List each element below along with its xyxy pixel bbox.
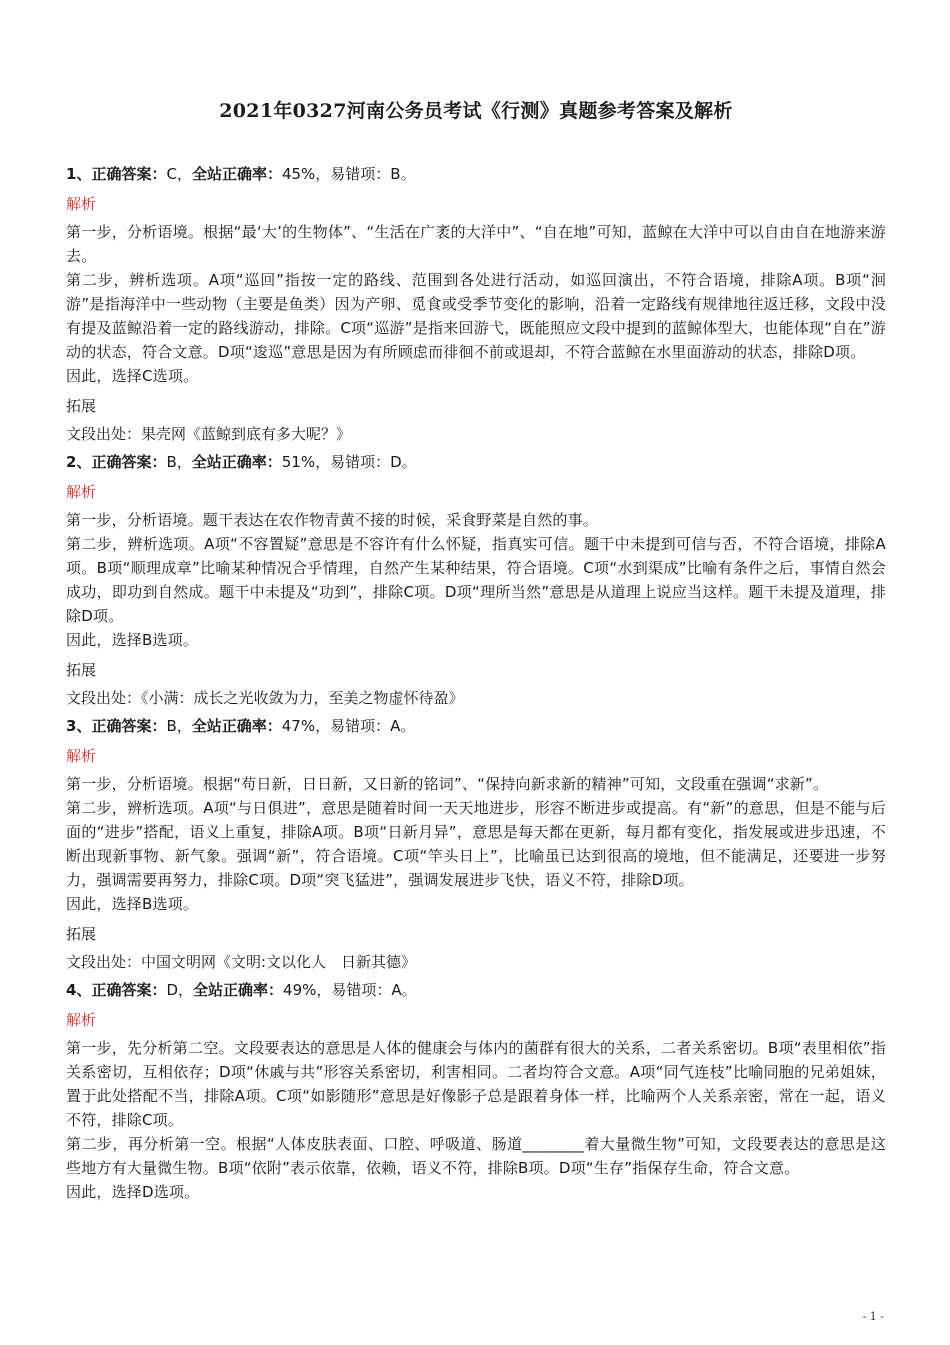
question-2 bbox=[66, 450, 886, 710]
accuracy-label: 全站正确率： bbox=[191, 717, 282, 735]
analysis-conclusion: 因此，选择B选项。 bbox=[66, 895, 199, 913]
question-number: 3、 bbox=[66, 717, 92, 735]
answer-line bbox=[66, 450, 886, 474]
accuracy-label: 全站正确率： bbox=[193, 981, 284, 999]
accuracy-label: 全站正确率： bbox=[191, 165, 282, 183]
analysis-paragraph: 第二步，辨析选项。A项“不容置疑”意思是不容许有什么怀疑，指真实可信。题干中未提到可信与否，不符合语境，排除A项。B项“顺理成章”比喻某种情况合乎情理，自然产生某种结果，符合语境。C项“水到渠成”比喻有条件之后，事情自然会成功，即功到自然成。题干中未提及“功到”，排除C项。D项“理所当然”意思是从道理上说应当这样。题干未提及道理，排除D项。 bbox=[66, 535, 886, 625]
analysis-paragraph: 第一步，分析语境。根据“最‘大’的生物体”、“生活在广袤的大洋中”、“自在地”可知，蓝鲸在大洋中可以自由自在地游来游去。 bbox=[66, 223, 886, 265]
analysis-paragraph: 第二步，再分析第一空。根据“人体皮肤表面、口腔、呼吸道、肠道________着大量微生物”可知，文段要表达的意思是这些地方有大量微生物。B项“依附”表示依靠，依赖，语义不符，排除B项。D项“生存”指保存生命，符合文意。 bbox=[66, 1135, 886, 1177]
extension-label: 拓展 bbox=[66, 925, 97, 943]
correct-answer-label: 正确答案： bbox=[91, 165, 167, 183]
analysis-paragraph: 第一步，分析语境。题干表达在农作物青黄不接的时候，采食野菜是自然的事。 bbox=[66, 511, 599, 529]
analysis-label: 解析 bbox=[66, 195, 97, 213]
extension-label: 拓展 bbox=[66, 397, 97, 415]
source-text: 文段出处：中国文明网《文明:文以化人 日新其德》 bbox=[66, 953, 417, 971]
analysis-paragraph: 第二步，辨析选项。A项“巡回”指按一定的路线、范围到各处进行活动，如巡回演出，不符合语境，排除A项。B项“洄游”是指海洋中一些动物（主要是鱼类）因为产卵、觅食或受季节变化的影响，沿着一定路线有规律地往返迁移，文段中没有提及蓝鲸沿着一定的路线游动，排除。C项“巡游”是指来回游弋，既能照应文段中提到的蓝鲸体型大，也能体现“自在”游动的状态，符合文意。D项“逡巡”意思是因为有所顾虑而徘徊不前或退却，不符合蓝鲸在水里面游动的状态，排除D项。 bbox=[66, 271, 886, 361]
correct-answer-value: D， bbox=[166, 981, 194, 999]
correct-answer-value: B， bbox=[166, 717, 192, 735]
analysis-label: 解析 bbox=[66, 1011, 97, 1029]
answer-line bbox=[66, 162, 886, 186]
question-3 bbox=[66, 714, 886, 974]
correct-answer-value: B， bbox=[166, 453, 192, 471]
correct-answer-label: 正确答案： bbox=[91, 981, 167, 999]
answer-line bbox=[66, 978, 886, 1002]
correct-answer-value: C， bbox=[166, 165, 192, 183]
analysis-paragraph: 第二步，辨析选项。A项“与日俱进”，意思是随着时间一天天地进步，形容不断进步或提高。有“新”的意思，但是不能与后面的“进步”搭配，语义上重复，排除A项。B项“日新月异”，意思是每天都在更新，每月都有变化，指发展或进步迅速，不断出现新事物、新气象。强调“新”，符合语境。C项“竿头日上”，比喻虽已达到很高的境地，但不能满足，还要进一步努力，强调需要再努力，排除C项。D项“突飞猛进”，强调发展进步飞快，语义不符，排除D项。 bbox=[66, 799, 886, 889]
extension-label: 拓展 bbox=[66, 661, 97, 679]
answer-line bbox=[66, 714, 886, 738]
question-number: 4、 bbox=[66, 981, 92, 999]
question-number: 2、 bbox=[66, 453, 92, 471]
analysis-paragraph: 第一步，分析语境。根据“苟日新，日日新，又日新的铭词”、“保持向新求新的精神”可知，文段重在强调“求新”。 bbox=[66, 775, 829, 793]
source-text: 文段出处：《小满：成长之光收敛为力，至美之物虚怀待盈》 bbox=[66, 689, 464, 707]
accuracy-value: 49%，易错项：A。 bbox=[283, 981, 417, 999]
accuracy-label: 全站正确率： bbox=[191, 453, 282, 471]
question-number: 1、 bbox=[66, 165, 92, 183]
accuracy-value: 51%，易错项：D。 bbox=[281, 453, 417, 471]
accuracy-value: 45%，易错项：B。 bbox=[281, 165, 416, 183]
analysis-paragraph: 第一步，先分析第二空。文段要表达的意思是人体的健康会与体内的菌群有很大的关系，二者关系密切。B项“表里相依”指关系密切，互相依存；D项“休戚与共”形容关系密切，利害相同。二者均符合文意。A项“同气连枝”比喻同胞的兄弟姐妹，置于此处搭配不当，排除A项。C项“如影随形”意思是好像影子总是跟着身体一样，比喻两个人关系亲密，常在一起，语义不符，排除C项。 bbox=[66, 1039, 886, 1129]
analysis-conclusion: 因此，选择D选项。 bbox=[66, 1183, 200, 1201]
analysis-label: 解析 bbox=[66, 483, 97, 501]
correct-answer-label: 正确答案： bbox=[91, 453, 167, 471]
question-1 bbox=[66, 162, 886, 446]
document-page bbox=[66, 96, 886, 1204]
accuracy-value: 47%，易错项：A。 bbox=[281, 717, 416, 735]
question-4 bbox=[66, 978, 886, 1204]
page-number: - 1 - bbox=[862, 1310, 884, 1323]
analysis-label: 解析 bbox=[66, 747, 97, 765]
correct-answer-label: 正确答案： bbox=[91, 717, 167, 735]
analysis-conclusion: 因此，选择C选项。 bbox=[66, 367, 199, 385]
analysis-conclusion: 因此，选择B选项。 bbox=[66, 631, 199, 649]
document-title: 2021年0327河南公务员考试《行测》真题参考答案及解析 bbox=[219, 100, 733, 122]
source-text: 文段出处：果壳网《蓝鲸到底有多大呢？》 bbox=[66, 425, 352, 443]
